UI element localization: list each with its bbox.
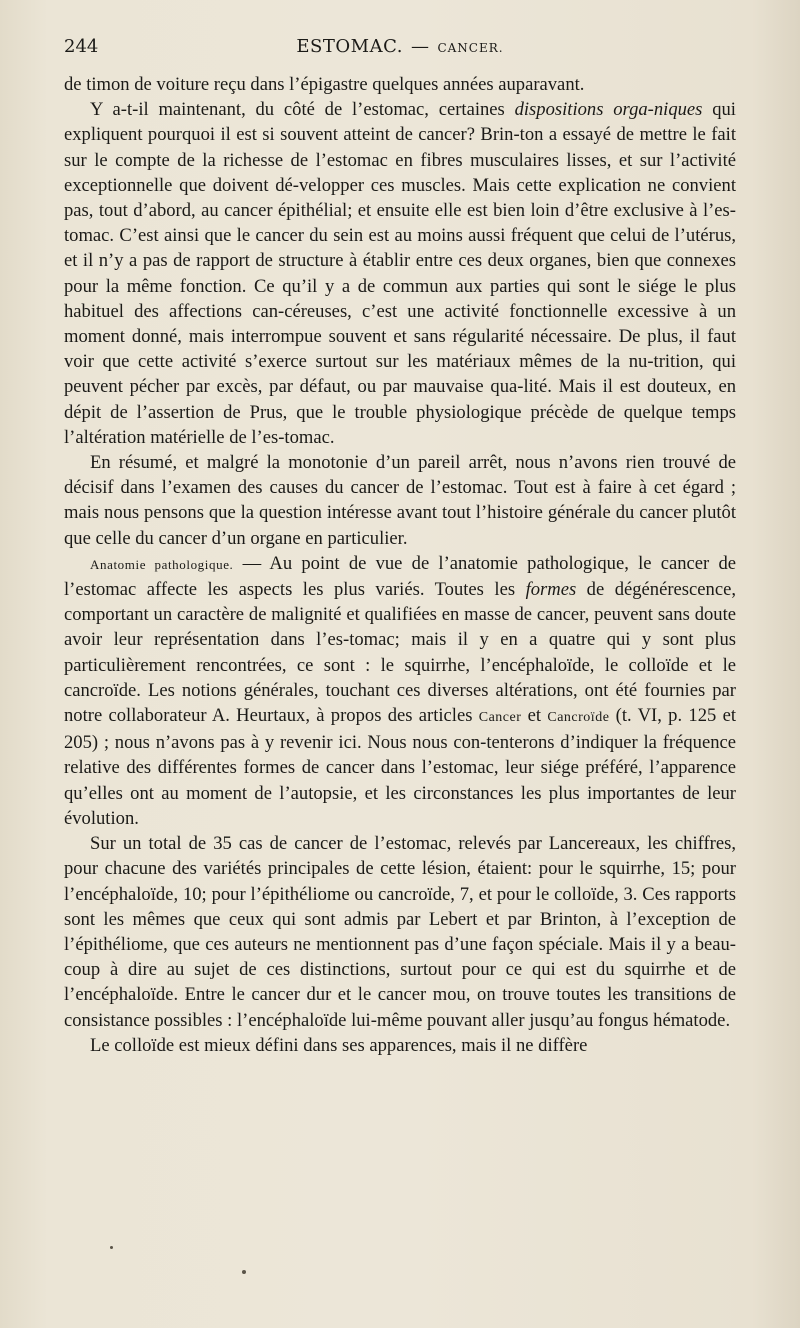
running-title	[64, 36, 736, 57]
paragraph-resume: En résumé, et malgré la monotonie d’un pareil arrêt, nous n’avons rien trouvé de décisif dans l’examen des causes du cancer de l’estomac. Tout est à faire à cet égard ; mais nous pensons que la question intéresse avant tout l’histoire générale du cancer plutôt que celle du cancer d’un organe en particulier.	[64, 452, 736, 549]
paragraph-continuation: de timon de voiture reçu dans l’épigastre quelques années auparavant.	[64, 74, 585, 95]
paragraph-text: de dégénérescence, comportant un caractère de malignité et qualifiées en masse de cancer, peuvent sans doute avoir leur représentation dans l’es-tomac; mais il y en a quatre qui y sont plus particulièrement rencontrées, ce sont : le squirrhe, l’encéphaloïde, le colloïde et le cancroïde. Les notions générales, touchant ces diverses altérations, ont été fournies par notre collaborateur A. Heurtaux, à propos des articles	[64, 579, 736, 727]
page-number: 244	[64, 36, 99, 57]
paragraph-statistics: Sur un total de 35 cas de cancer de l’estomac, relevés par Lancereaux, les chiffres, pour chacune des variétés principales de cette lésion, étaient: pour le squirrhe, 15; pour l’encéphaloïde, 10; pour l’épithéliome ou cancroïde, 7, et pour le colloïde, 3. Ces rapports sont les mêmes que ceux qui sont admis par Lebert et par Brinton, à l’exception de l’épithéliome, que ces auteurs ne mentionnent pas d’une façon spéciale. Mais il y a beau-coup à dire au sujet de ces distinctions, surtout pour ce qui est du squirrhe et de l’encéphaloïde. Entre le cancer dur et le cancer mou, on trouve toutes les transitions de consistance possibles : l’encéphaloïde lui-même pouvant aller jusqu’au fongus hématode.	[64, 833, 736, 1031]
paragraph-text: qui expliquent pourquoi il est si souvent atteint de cancer? Brin-ton a essayé de mettre le fait sur le compte de la richesse de l’estomac en fibres musculaires lisses, et sur l’activité exceptionnelle que doivent dé-velopper ces muscles. Mais cette explication ne convient pas, tout d’abord, au cancer épithélial; et ensuite elle est bien loin d’être exclusive à l’es-tomac. C’est ainsi que le cancer du sein est au moins aussi fréquent que celui de l’utérus, et il n’y a pas de rapport de structure à établir entre ces deux organes, bien que connexes pour la même fonction. Ce qu’il y a de commun aux parties qui sont le siége le plus habituel des affections can-céreuses, c’est une activité fonctionnelle excessive à un moment donné, mais interrompue souvent et sans régularité nécessaire. De plus, il faut voir que cette activité s’exerce surtout sur les matériaux mêmes de la nu-trition, qui peuvent pécher par excès, par défaut, ou par mauvaise qua-lité. Mais il est douteux, en dépit de l’assertion de Prus, que le trouble physiologique précède de quelque temps l’altération matérielle de l’es-tomac.	[64, 99, 736, 448]
paper-speck	[242, 1270, 246, 1274]
body-text	[64, 72, 736, 1058]
paragraph-colloide: Le colloïde est mieux défini dans ses apparences, mais il ne diffère	[90, 1034, 588, 1056]
paragraph-dispositions	[64, 97, 736, 450]
running-title-main: ESTOMAC.	[296, 36, 403, 57]
reference-cancroide: Cancroïde	[547, 710, 610, 726]
paper-speck	[110, 1246, 113, 1249]
paragraph-anatomie	[64, 551, 736, 831]
paragraph-text: — Au point de vue de l’anatomie pathologique, le cancer de l’estomac affecte les aspects les plus variés. Toutes les	[64, 552, 737, 601]
running-title-dash: —	[410, 36, 430, 57]
paragraph-text: et	[521, 705, 548, 727]
emphasis-formes: formes	[525, 579, 577, 601]
running-title-section: CANCER.	[437, 41, 504, 55]
section-heading-anatomie: Anatomie pathologique.	[90, 556, 234, 572]
reference-cancer: Cancer	[478, 710, 522, 726]
emphasis-dispositions: dispositions orga-niques	[514, 99, 703, 121]
paragraph-text: Y a-t-il maintenant, du côté de l’estomac, certaines	[90, 99, 515, 121]
paragraph-text: (t. VI, p. 125 et 205) ; nous n’avons pas à y revenir ici. Nous nous con-tenterons d’indiquer la fréquence relative des différentes formes de cancer dans l’estomac, leur siége préféré, l’apparence qu’elles ont au moment de l’autopsie, et les circonstances les plus importantes de leur évolution.	[64, 705, 736, 829]
page-header	[64, 36, 736, 66]
